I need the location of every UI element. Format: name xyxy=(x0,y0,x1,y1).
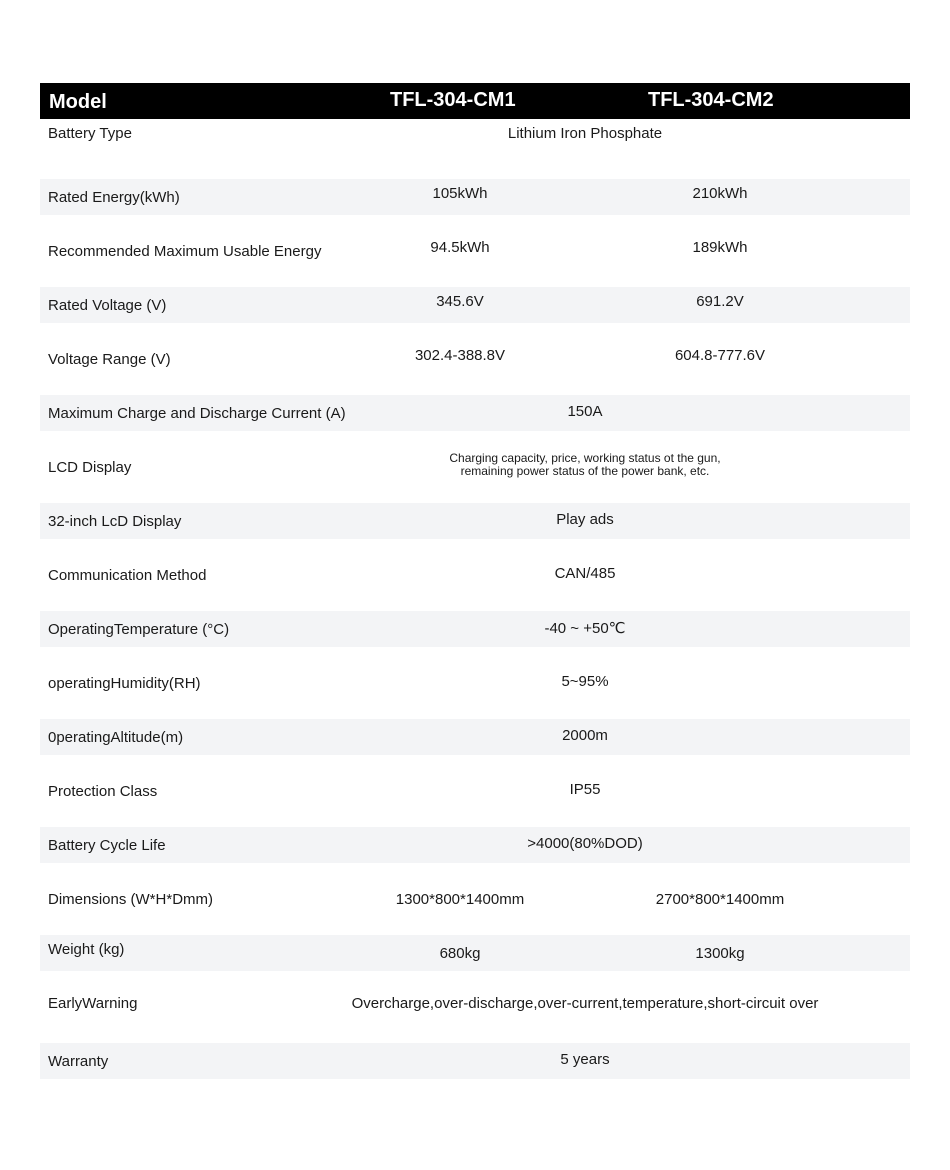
row-value: 5 years xyxy=(560,1051,610,1068)
row-value-cm2: 189kWh xyxy=(692,239,748,256)
row-value: IP55 xyxy=(569,781,601,798)
row-value-cm2: 1300kg xyxy=(695,945,745,962)
row-value-cm1: 680kg xyxy=(439,945,481,962)
table-row xyxy=(40,491,910,545)
row-label: Warranty xyxy=(48,1053,109,1070)
row-value-cm1: 105kWh xyxy=(432,185,488,202)
spec-table xyxy=(40,83,910,1085)
table-row xyxy=(40,1031,910,1085)
table-row xyxy=(40,707,910,761)
row-label: Voltage Range (V) xyxy=(48,351,171,368)
table-row xyxy=(40,119,910,167)
row-label: Communication Method xyxy=(48,567,207,584)
row-label: Dimensions (W*H*Dmm) xyxy=(48,891,214,908)
row-label: EarlyWarning xyxy=(48,995,138,1012)
table-header xyxy=(40,83,910,119)
row-label: Battery Type xyxy=(48,125,132,142)
row-label: Rated Energy(kWh) xyxy=(48,189,180,206)
row-value: 150A xyxy=(567,403,603,420)
row-value-cm1: 94.5kWh xyxy=(430,239,490,256)
table-row xyxy=(40,275,910,329)
row-value: 2000m xyxy=(562,727,608,744)
row-value-cm1: 345.6V xyxy=(436,293,484,310)
row-value-line-1: Charging capacity, price, working status ot the gun, xyxy=(449,451,721,465)
row-value xyxy=(330,452,840,478)
row-label: Rated Voltage (V) xyxy=(48,297,167,314)
table-row xyxy=(40,923,910,977)
row-label: Maximum Charge and Discharge Current (A) xyxy=(48,405,346,422)
table-row xyxy=(40,653,910,707)
header-model-label: Model xyxy=(49,91,107,113)
table-row xyxy=(40,977,910,1031)
table-row xyxy=(40,437,910,491)
table-row xyxy=(40,815,910,869)
header-model-cm2: TFL-304-CM2 xyxy=(648,89,774,111)
row-value-cm1: 302.4-388.8V xyxy=(414,347,506,364)
row-label: Recommended Maximum Usable Energy xyxy=(48,243,322,260)
table-row xyxy=(40,599,910,653)
table-row xyxy=(40,221,910,275)
row-value: Lithium Iron Phosphate xyxy=(507,125,663,142)
row-label: LCD Display xyxy=(48,459,132,476)
table-row xyxy=(40,167,910,221)
header-model-cm1: TFL-304-CM1 xyxy=(390,89,516,111)
row-label: 32-inch LcD Display xyxy=(48,513,182,530)
table-row xyxy=(40,383,910,437)
row-label: OperatingTemperature (°C) xyxy=(48,621,230,638)
row-value-cm2: 604.8-777.6V xyxy=(674,347,766,364)
row-label: 0peratingAltitude(m) xyxy=(48,729,184,746)
row-label: operatingHumidity(RH) xyxy=(48,675,201,692)
table-row xyxy=(40,329,910,383)
row-value: -40 ~ +50℃ xyxy=(544,620,626,637)
row-value-cm2: 691.2V xyxy=(696,293,744,310)
row-value: >4000(80%DOD) xyxy=(527,835,643,852)
row-value-cm1: 1300*800*1400mm xyxy=(395,891,525,908)
row-value: 5~95% xyxy=(561,673,609,690)
row-value-cm2: 2700*800*1400mm xyxy=(655,891,785,908)
row-label: Weight (kg) xyxy=(48,941,125,958)
table-row xyxy=(40,761,910,815)
row-value-line-2: remaining power status of the power bank, etc. xyxy=(460,464,710,478)
table-body xyxy=(40,119,910,1085)
row-value-cm2: 210kWh xyxy=(692,185,748,202)
row-value: Overcharge,over-discharge,over-current,temperature,short-circuit over xyxy=(351,995,819,1012)
row-value: CAN/485 xyxy=(554,565,616,582)
row-value: Play ads xyxy=(556,511,614,528)
row-label: Battery Cycle Life xyxy=(48,837,166,854)
table-row xyxy=(40,545,910,599)
table-row xyxy=(40,869,910,923)
row-label: Protection Class xyxy=(48,783,158,800)
